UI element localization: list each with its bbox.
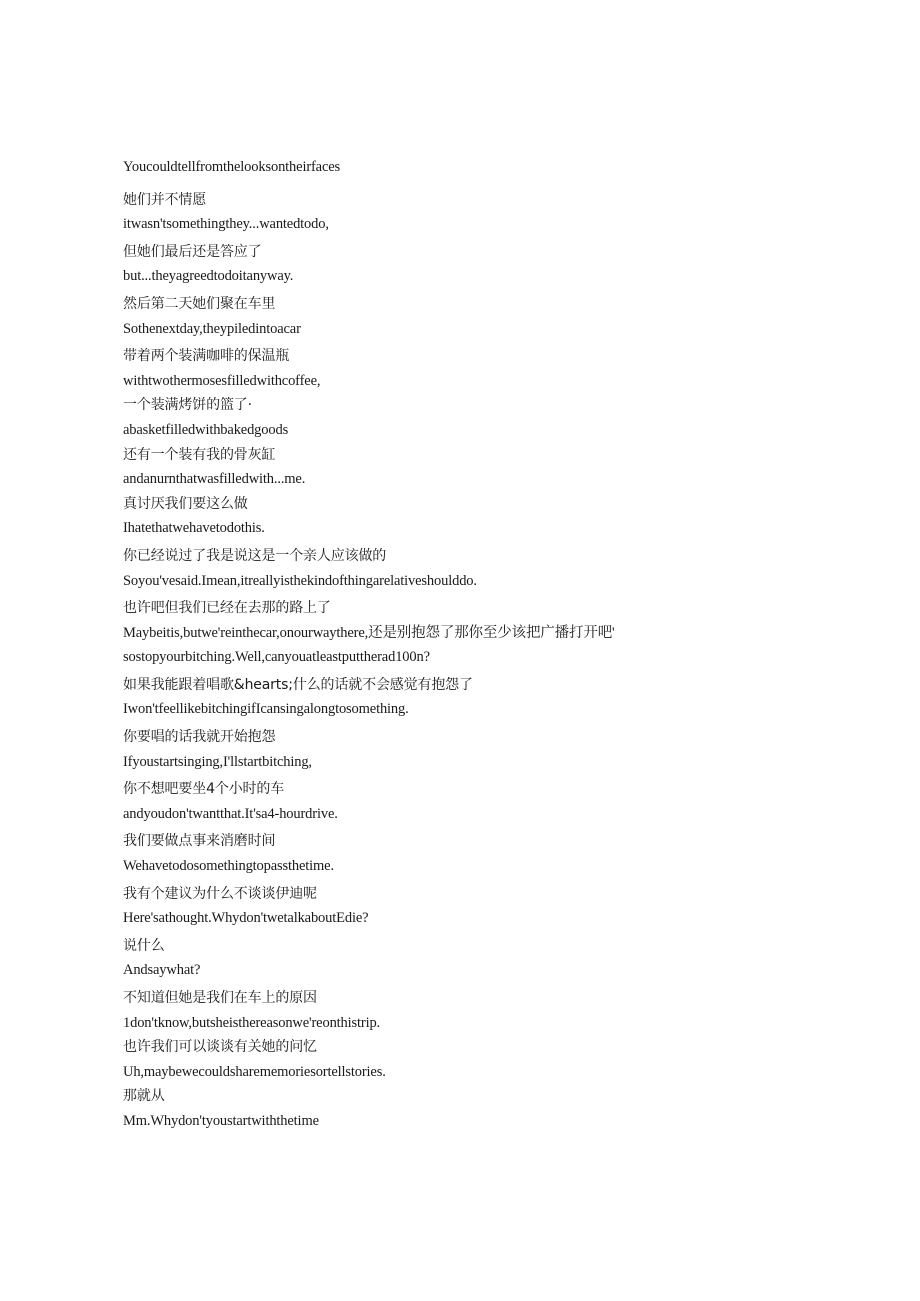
transcript-line-9: withtwothermosesfilledwithcoffee, [123, 372, 321, 389]
transcript-line-23: 你要唱的话我就开始抱怨 [123, 729, 276, 746]
transcript-line-8: 带着两个装满咖啡的保温瓶 [123, 348, 290, 365]
transcript-line-6: 然后第二天她们聚在车里 [123, 295, 276, 312]
transcript-line-31: 说什么 [123, 937, 165, 954]
transcript-line-10: 一个装满烤饼的篮了· [123, 397, 252, 414]
transcript-line-19: Maybeitis,butwe'reinthecar,onourwaythere,还是别抱怨了那你至少该把广播打开吧' [123, 624, 615, 641]
transcript-line-16: 你已经说过了我是说这是一个亲人应该做的 [123, 547, 387, 564]
transcript-line-29: 我有个建议为什么不谈谈伊迪呢 [123, 885, 317, 902]
transcript-line-34: 1don'tknow,butsheisthereasonwe'reonthistrip. [123, 1014, 381, 1031]
transcript-line-1: Youcouldtellfromthelooksontheirfaces [123, 159, 341, 175]
transcript-line-17: Soyou'vesaid.Imean,itreallyisthekindofthingarelativeshoulddo. [123, 572, 477, 589]
transcript-line-26: andyoudon'twantthat.It'sa4-hourdrive. [123, 805, 338, 822]
transcript-line-35: 也许我们可以谈谈有关她的问忆 [123, 1039, 317, 1056]
transcript-line-22: Iwon'tfeellikebitchingifIcansingalongtosomething. [123, 701, 409, 718]
transcript-line-24: Ifyoustartsinging,I'llstartbitching, [123, 753, 312, 770]
transcript-line-28: Wehavetodosomethingtopassthetime. [123, 858, 334, 875]
transcript-line-4: 但她们最后还是答应了 [123, 243, 262, 260]
transcript-line-18: 也许吧但我们已经在去那的路上了 [123, 600, 331, 617]
transcript-line-21: 如果我能跟着唱歌&hearts;什么的话就不会感觉有抱怨了 [123, 676, 473, 693]
transcript-line-36: Uh,maybewecouldsharememoriesortellstories. [123, 1063, 386, 1080]
transcript-line-25: 你不想吧要坐4个小时的车 [123, 781, 285, 798]
transcript-line-14: 真讨厌我们要这么做 [123, 495, 248, 512]
transcript-line-30: Here'sathought.Whydon'twetalkaboutEdie? [123, 910, 369, 927]
transcript-line-15: Ihatethatwehavetodothis. [123, 520, 265, 537]
transcript-document [123, 155, 883, 1134]
transcript-line-11: abasketfilledwithbakedgoods [123, 421, 289, 438]
transcript-line-20: sostopyourbitching.Well,canyouatleastputtherad100n? [123, 649, 430, 666]
transcript-line-2: 她们并不情愿 [123, 191, 207, 208]
transcript-line-33: 不知道但她是我们在车上的原因 [123, 990, 317, 1006]
transcript-line-13: andanurnthatwasfilledwith...me. [123, 471, 306, 488]
transcript-line-5: but...theyagreedtodoitanyway. [123, 268, 294, 285]
transcript-line-37: 那就从 [123, 1088, 165, 1105]
transcript-line-27: 我们要做点事来消磨时间 [123, 833, 276, 850]
transcript-line-12: 还有一个装有我的骨灰缸 [123, 446, 276, 463]
transcript-line-3: itwasn'tsomethingthey...wantedtodo, [123, 216, 329, 233]
transcript-line-32: Andsaywhat? [123, 962, 201, 979]
transcript-line-38: Mm.Whydon'tyoustartwiththetime [123, 1112, 319, 1129]
transcript-line-7: Sothenextday,theypiledintoacar [123, 320, 301, 337]
